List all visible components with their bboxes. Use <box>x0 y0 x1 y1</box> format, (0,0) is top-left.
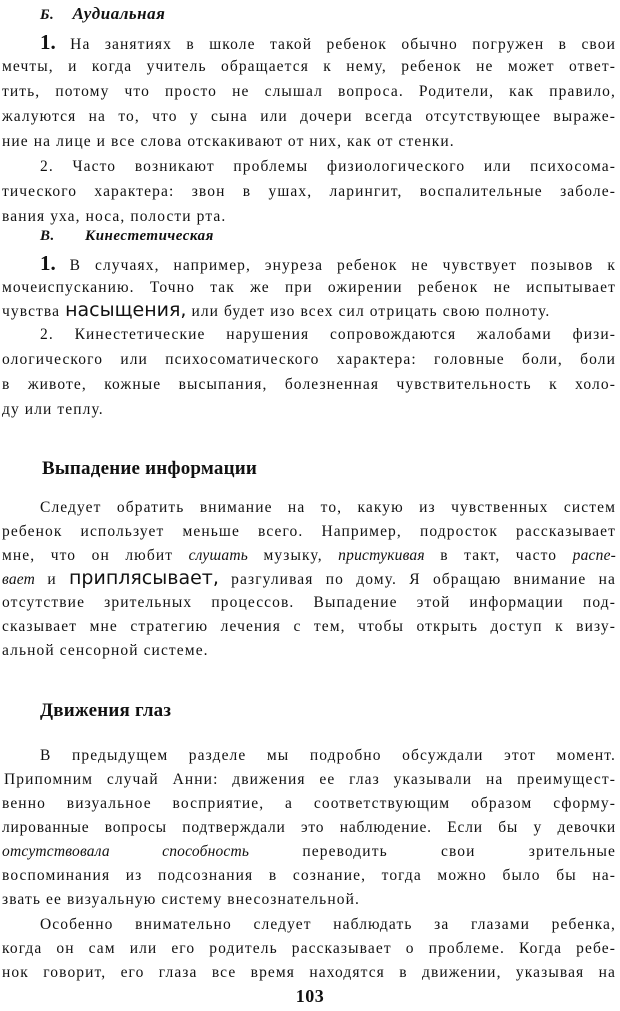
line-text: переводить свои зрительные <box>302 843 616 860</box>
paragraph-line <box>2 566 616 592</box>
paragraph-line: Следует обратить внимание на то, какую из чувственных систем <box>40 499 616 516</box>
item-number: 1. <box>40 251 56 275</box>
line-text: чувства <box>2 303 61 320</box>
paragraph-line: нок говорит, его глаза все время находятся в движении, указывая на <box>2 964 616 981</box>
subsection-title: Аудиальная <box>72 4 166 23</box>
subsection-heading-auditory <box>40 4 165 24</box>
emphasized-word: приплясывает, <box>68 567 219 589</box>
line-text: мне, что он любит <box>2 547 174 564</box>
line-text: На занятиях в школе такой ребенок обычно погружен в свои <box>70 36 616 53</box>
item-number: 1. <box>40 30 56 54</box>
section-title-information-loss: Выпадение информации <box>42 458 258 479</box>
emphasized-word: насыщения, <box>65 299 187 321</box>
italic-phrase: отсутствовала способность <box>2 843 250 860</box>
paragraph-line: ние на лице и все слова отскакивают от них, как от стенки. <box>2 133 455 150</box>
paragraph-line: жалуются на то, что у сына или дочери всегда отсутствующее выраже- <box>2 108 616 125</box>
italic-word: распе- <box>572 547 617 564</box>
italic-word: пристукивая <box>338 547 425 564</box>
paragraph-line: тического характера: звон в ушах, ларингит, воспалительные заболе- <box>2 183 616 200</box>
paragraph-line: 2. Кинестетические нарушения сопровождаются жалобами физи- <box>40 326 616 343</box>
line-text: В случаях, например, энуреза ребенок не чувствует позывов к <box>69 257 616 274</box>
subsection-title: Кинестетическая <box>85 228 214 244</box>
paragraph-line: ребенок использует меньше всего. Например, подросток рассказывает <box>2 523 616 540</box>
paragraph-line <box>2 298 550 324</box>
paragraph-line: 2. Часто возникают проблемы физиологического или психосома- <box>40 158 616 175</box>
paragraph-line: альной сенсорной системе. <box>2 642 209 659</box>
page-number: 103 <box>295 986 325 1006</box>
paragraph-line <box>2 544 616 568</box>
section-title-eye-movements: Движения глаз <box>40 700 172 721</box>
line-text: или будет изо всех сил отрицать свою полноту. <box>191 303 551 320</box>
paragraph-line: мочеиспусканию. Точно так же при ожирении ребенок не испытывает <box>2 279 616 296</box>
paragraph-line: Припомним случай Анни: движения ее глаз указывали на преимущест- <box>4 771 616 788</box>
subsection-heading-kinesthetic <box>40 228 214 245</box>
paragraph-line: когда он сам или его родитель рассказывает о проблеме. Когда ребе- <box>2 940 616 957</box>
subsection-letter: Б. <box>40 7 55 23</box>
line-text: разгуливая по дому. Я обращаю внимание на <box>231 571 616 588</box>
paragraph-line: в животе, кожные высыпания, болезненная чувствительность к холо- <box>2 376 616 393</box>
paragraph-line <box>40 251 616 278</box>
line-text: музыку, <box>263 547 323 564</box>
paragraph-line: Особенно внимательно следует наблюдать за глазами ребенка, <box>40 916 616 933</box>
paragraph-line: сказывает мне стратегию лечения с тем, чтобы открыть доступ к визу- <box>2 618 616 635</box>
paragraph-line: звать ее визуальную систему внесознательной. <box>2 891 360 908</box>
paragraph-line: мечты, и когда учитель обращается к нему, ребенок не может ответ- <box>2 58 616 75</box>
paragraph-line: отсутствие зрительных процессов. Выпадение этой информации под- <box>2 594 616 611</box>
paragraph-line: воспоминания из подсознания в сознание, тогда можно было бы на- <box>2 867 616 884</box>
italic-word: вает <box>2 571 36 588</box>
line-text: и <box>47 571 57 588</box>
paragraph-line: ологического или психосоматического характера: головные боли, боли <box>2 351 616 368</box>
line-text: в такт, часто <box>440 547 558 564</box>
paragraph-line <box>2 840 616 864</box>
paragraph-line: вания уха, носа, полости рта. <box>2 208 227 225</box>
paragraph-line: венно визуальное восприятие, а соответствующим образом сформу- <box>2 795 616 812</box>
italic-word: слушать <box>188 547 249 564</box>
subsection-letter: В. <box>40 228 55 244</box>
paragraph-line <box>40 30 616 57</box>
paragraph-line: тить, потому что просто не слышал вопроса. Родители, как правило, <box>2 83 616 100</box>
paragraph-line: В предыдущем разделе мы подробно обсуждали этот момент. <box>40 747 616 764</box>
paragraph-line: ду или теплу. <box>2 401 104 418</box>
paragraph-line: лированные вопросы подтверждали это наблюдение. Если бы у девочки <box>2 819 616 836</box>
